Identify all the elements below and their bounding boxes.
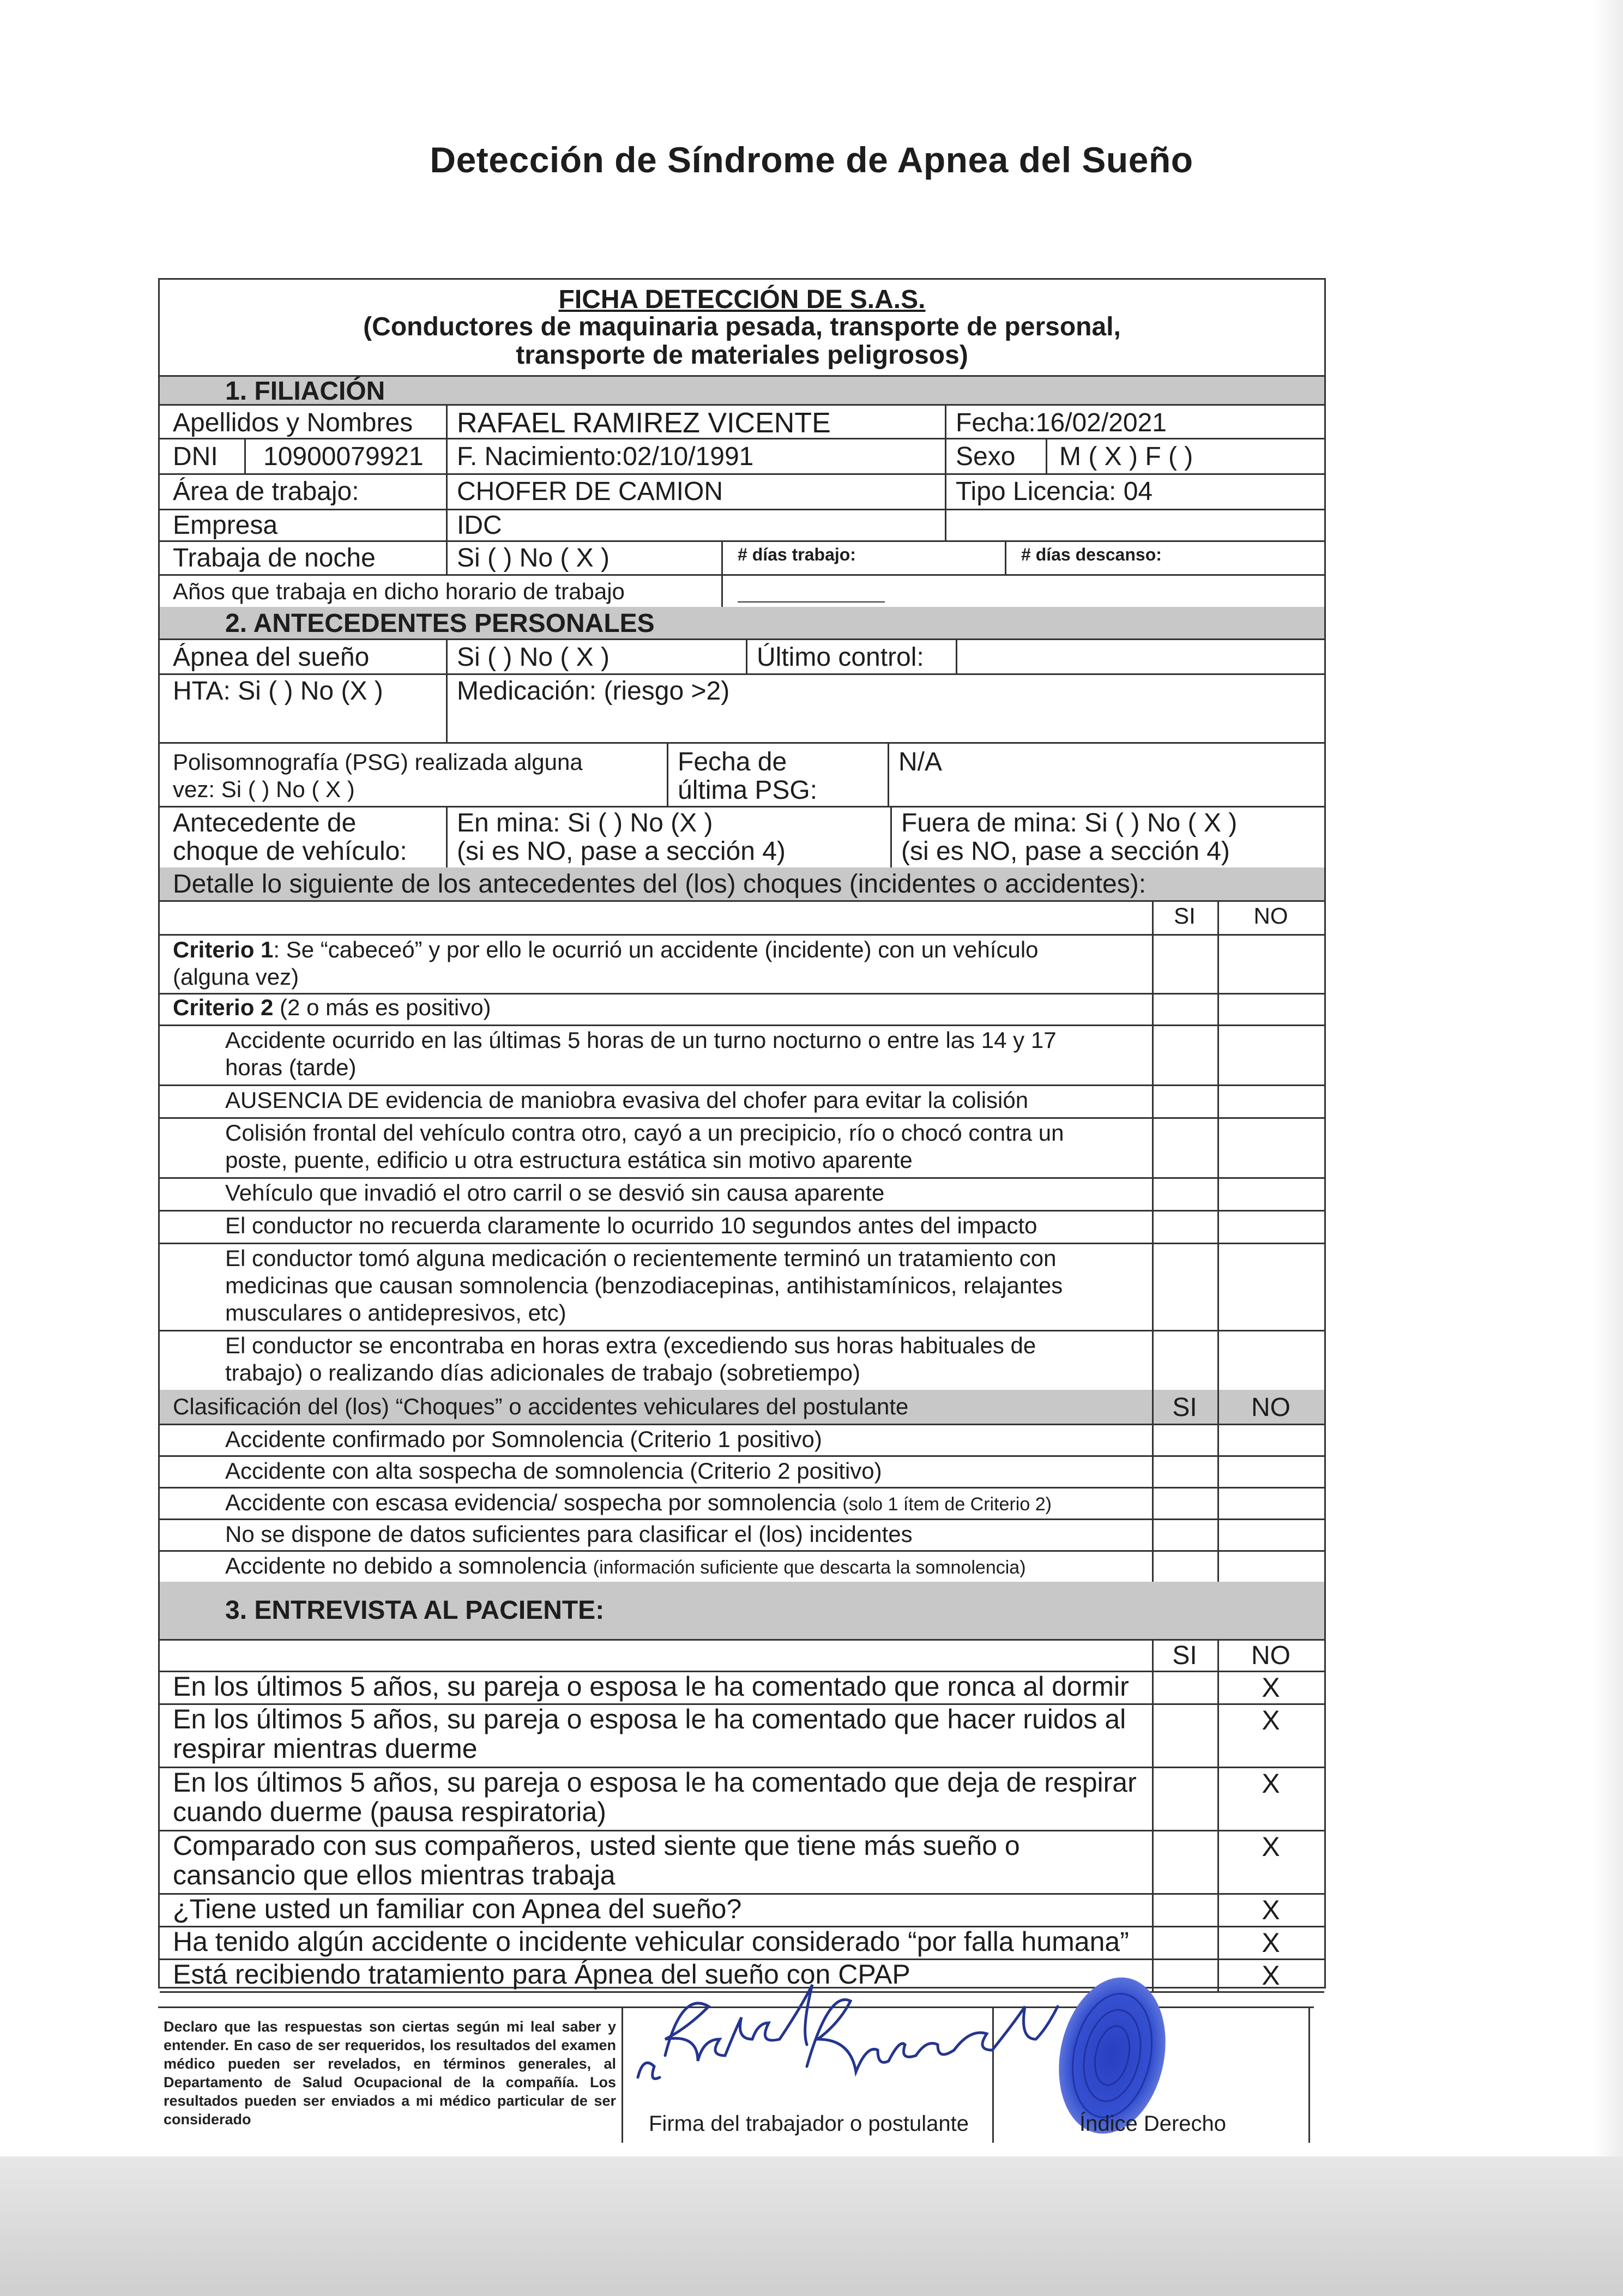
empresa-value: IDC: [457, 511, 502, 540]
form-header-subtitle-2: transporte de materiales peligrosos): [516, 341, 968, 370]
interview-answer-no-4: X: [1262, 1831, 1280, 1862]
criterio2-item-6: medicinas que causan somnolencia (benzodiacepinas, antihistamínicos, relajantes: [225, 1273, 1063, 1298]
fecha-value: Fecha:16/02/2021: [956, 408, 1167, 437]
sexo-label: Sexo: [956, 442, 1016, 471]
criteria-no-header: NO: [1253, 903, 1288, 929]
clasificacion-item-4: No se dispone de datos suficientes para clasificar el (los) incidentes: [225, 1521, 913, 1547]
form-header-title: FICHA DETECCIÓN DE S.A.S.: [558, 285, 926, 314]
interview-question-3: cuando duerme (pausa respiratoria): [173, 1797, 606, 1827]
criterio2-item-5: El conductor no recuerda claramente lo ocurrido 10 segundos antes del impacto: [225, 1213, 1037, 1238]
interview-answer-no-5: X: [1262, 1895, 1280, 1925]
ultimo-control-label: Último control:: [757, 643, 924, 672]
criterio2-item-3: Colisión frontal del vehículo contra otro, cayó a un precipicio, río o chocó contra un: [225, 1120, 1064, 1146]
anos-label: Años que trabaja en dicho horario de trabajo: [173, 578, 625, 604]
indice-label: Índice Derecho: [1079, 2112, 1227, 2136]
interview-si-header: SI: [1172, 1641, 1197, 1670]
firma-label: Firma del trabajador o postulante: [649, 2112, 969, 2136]
clasificacion-item-1: Accidente confirmado por Somnolencia (Criterio 1 positivo): [225, 1426, 822, 1452]
signature-image: [627, 1974, 1118, 2105]
criterio2-item-6: musculares o antidepresivos, etc): [225, 1300, 566, 1325]
interview-question-4: Comparado con sus compañeros, usted siente que tiene más sueño o: [173, 1830, 1020, 1861]
interview-answer-no-2: X: [1262, 1705, 1280, 1735]
interview-question-4: cansancio que ellos mientras trabaja: [173, 1860, 616, 1890]
licencia-value: Tipo Licencia: 04: [956, 477, 1153, 506]
apellidos-value: RAFAEL RAMIREZ VICENTE: [457, 407, 831, 439]
sas-form: [158, 278, 1326, 1991]
interview-question-7: Está recibiendo tratamiento para Ápnea del sueño con CPAP: [173, 1959, 910, 1990]
criterio2-item-7: trabajo) o realizando días adicionales de trabajo (sobretiempo): [225, 1360, 861, 1385]
dias-descanso-label: # días descanso:: [1021, 545, 1162, 564]
dni-label: DNI: [173, 442, 218, 471]
area-label: Área de trabajo:: [173, 477, 359, 506]
fuera-options: Fuera de mina: Si ( ) No ( X ): [901, 809, 1238, 837]
clasificacion-item-5: Accidente no debido a somnolencia (información suficiente que descarta la somnolencia): [225, 1553, 1026, 1578]
psg-label-2: vez: Si ( ) No ( X ): [173, 776, 355, 802]
apellidos-label: Apellidos y Nombres: [173, 408, 413, 437]
apnea-label: Ápnea del sueño: [173, 643, 370, 672]
clasificacion-item-2: Accidente con alta sospecha de somnolencia (Criterio 2 positivo): [225, 1458, 882, 1484]
fecha-psg-label-1: Fecha de: [678, 748, 787, 776]
interview-question-1: En los últimos 5 años, su pareja o esposa le ha comentado que ronca al dormir: [173, 1671, 1129, 1702]
interview-answer-no-7: X: [1262, 1960, 1280, 1991]
clasificacion-item-3: Accidente con escasa evidencia/ sospecha por somnolencia (solo 1 ítem de Criterio 2): [225, 1490, 1052, 1515]
section3-title: 3. ENTREVISTA AL PACIENTE:: [225, 1596, 605, 1625]
medicacion-label: Medicación: (riesgo >2): [457, 677, 730, 706]
psg-value: N/A: [898, 748, 943, 776]
interview-answer-no-3: X: [1262, 1768, 1280, 1799]
interview-answer-no-6: X: [1262, 1927, 1280, 1958]
interview-no-header: NO: [1251, 1641, 1290, 1670]
choque-label-1: Antecedente de: [173, 809, 357, 837]
criterio2-item-4: Vehículo que invadió el otro carril o se desvió sin causa aparente: [225, 1180, 885, 1206]
noche-label: Trabaja de noche: [173, 544, 376, 573]
interview-question-2: respirar mientras duerme: [173, 1733, 478, 1764]
declaration-text: Declaro que las respuestas son ciertas según mi leal saber y entender. En caso de ser requeridos, los resultados del examen médico pueden ser revelados, en términos generales, al Departamento de Salud Ocupacional de la compañía. Los resultados pueden ser enviados a mi médico particular de ser considerado: [164, 2018, 616, 2128]
criterio2-item-7: El conductor se encontraba en horas extra (excediendo sus horas habituales de: [225, 1333, 1036, 1358]
noche-options: Si ( ) No ( X ): [457, 544, 610, 573]
interview-answer-no-1: X: [1262, 1672, 1280, 1703]
criterio2-text: Criterio 2 (2 o más es positivo): [173, 995, 491, 1020]
section1-title: 1. FILIACIÓN: [225, 377, 385, 406]
choque-label-2: choque de vehículo:: [173, 837, 407, 866]
criterio2-item-1: Accidente ocurrido en las últimas 5 horas de un turno nocturno o entre las 14 y 17: [225, 1027, 1057, 1053]
clasif-no-header: NO: [1251, 1393, 1290, 1422]
page-title: Detección de Síndrome de Apnea del Sueño: [430, 140, 1193, 180]
scan-edge: [1592, 0, 1623, 2156]
scan-shadow: [0, 2156, 1623, 2296]
clasificacion-label: Clasificación del (los) “Choques” o accidentes vehiculares del postulante: [173, 1394, 909, 1419]
criterio1-text: Criterio 1: Se “cabeceó” y por ello le ocurrió un accidente (incidente) con un vehículo: [173, 937, 1039, 962]
sexo-options: M ( X ) F ( ): [1059, 442, 1193, 471]
dias-trabajo-label: # días trabajo:: [738, 545, 856, 564]
criterio1-text-2: (alguna vez): [173, 964, 299, 990]
dni-value: 10900079921: [263, 442, 424, 471]
fuera-note: (si es NO, pase a sección 4): [901, 837, 1230, 866]
criterio2-item-1: horas (tarde): [225, 1054, 357, 1080]
hta-value: HTA: Si ( ) No (X ): [173, 677, 383, 706]
interview-question-3: En los últimos 5 años, su pareja o esposa le ha comentado que deja de respirar: [173, 1767, 1137, 1798]
mina-options: En mina: Si ( ) No (X ): [457, 809, 713, 837]
psg-label-1: Polisomnografía (PSG) realizada alguna: [173, 749, 583, 775]
interview-question-5: ¿Tiene usted un familiar con Apnea del sueño?: [173, 1894, 742, 1924]
interview-question-2: En los últimos 5 años, su pareja o esposa le ha comentado que hacer ruidos al: [173, 1704, 1126, 1734]
criterio2-item-2: AUSENCIA DE evidencia de maniobra evasiva del chofer para evitar la colisión: [225, 1087, 1029, 1113]
section2-title: 2. ANTECEDENTES PERSONALES: [225, 609, 655, 638]
apnea-options: Si ( ) No ( X ): [457, 643, 610, 672]
nacimiento-value: F. Nacimiento:02/10/1991: [457, 442, 754, 471]
area-value: CHOFER DE CAMION: [457, 477, 723, 506]
detalle-label: Detalle lo siguiente de los antecedentes del (los) choques (incidentes o accidentes):: [173, 870, 1147, 899]
criterio2-item-6: El conductor tomó alguna medicación o recientemente terminó un tratamiento con: [225, 1245, 1057, 1271]
empresa-label: Empresa: [173, 511, 278, 540]
interview-question-6: Ha tenido algún accidente o incidente vehicular considerado “por falla humana”: [173, 1926, 1129, 1957]
anos-blank-line: [738, 601, 885, 602]
clasif-si-header: SI: [1172, 1393, 1197, 1422]
fecha-psg-label-2: última PSG:: [678, 776, 818, 805]
mina-note: (si es NO, pase a sección 4): [457, 837, 786, 866]
criterio2-item-3: poste, puente, edificio u otra estructura estática sin motivo aparente: [225, 1147, 913, 1173]
criteria-si-header: SI: [1174, 903, 1196, 929]
form-header-subtitle-1: (Conductores de maquinaria pesada, transporte de personal,: [363, 312, 1121, 341]
